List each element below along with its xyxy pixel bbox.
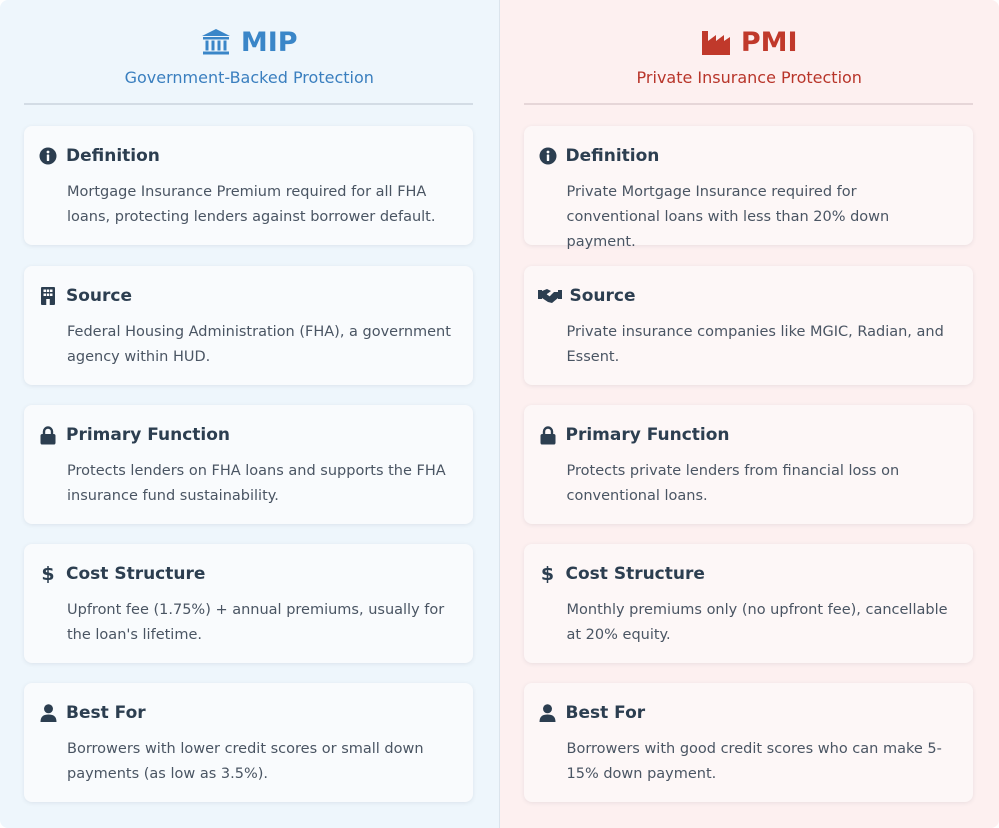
card-body: Protects lenders on FHA loans and supports the FHA insurance fund sustainability.	[67, 463, 446, 504]
mip-title-row	[0, 22, 499, 62]
handshake-icon	[538, 286, 562, 306]
mip-header	[0, 22, 499, 87]
card-title: Source	[569, 286, 636, 306]
lock-icon	[538, 425, 558, 445]
pmi-cost-structure-card	[524, 544, 973, 663]
card-body: Upfront fee (1.75%) + annual premiums, usually for the loan's lifetime.	[67, 602, 445, 643]
mip-source-card	[24, 266, 473, 385]
user-icon	[538, 703, 558, 723]
pmi-divider	[524, 103, 974, 105]
pmi-source-card	[524, 266, 973, 385]
info-icon	[38, 146, 58, 166]
user-icon	[38, 703, 58, 723]
bank-icon	[201, 28, 231, 56]
card-title: Primary Function	[565, 425, 730, 445]
pmi-primary-function-card	[524, 405, 973, 524]
card-body: Borrowers with good credit scores who can make 5-15% down payment.	[566, 741, 942, 782]
mip-divider	[24, 103, 473, 105]
lock-icon	[38, 425, 58, 445]
card-title: Source	[66, 286, 133, 306]
building-icon	[38, 286, 58, 306]
pmi-subtitle: Private Insurance Protection	[636, 68, 862, 87]
pmi-definition-card	[524, 126, 973, 250]
dollar-icon: $	[41, 563, 55, 585]
mip-subtitle: Government-Backed Protection	[124, 68, 374, 87]
mip-title: MIP	[240, 26, 298, 58]
mip-cost-structure-card	[24, 544, 473, 663]
card-title: Best For	[565, 703, 646, 723]
mip-best-for-card	[24, 683, 473, 802]
pmi-column	[500, 0, 999, 828]
card-body: Borrowers with lower credit scores or small down payments (as low as 3.5%).	[67, 741, 424, 782]
card-body: Protects private lenders from financial loss on conventional loans.	[566, 463, 900, 504]
card-body: Private insurance companies like MGIC, Radian, and Essent.	[566, 324, 944, 365]
card-title: Cost Structure	[66, 564, 206, 584]
card-title: Definition	[66, 146, 160, 166]
card-title: Best For	[66, 703, 146, 723]
pmi-title: PMI	[740, 26, 798, 58]
pmi-title-row	[500, 22, 999, 62]
mip-definition-card	[24, 126, 473, 245]
industry-icon	[701, 29, 731, 55]
dollar-icon: $	[540, 563, 555, 585]
card-body: Monthly premiums only (no upfront fee), cancellable at 20% equity.	[566, 602, 948, 643]
card-body: Private Mortgage Insurance required for conventional loans with less than 20% down payment.	[566, 184, 890, 250]
pmi-header	[500, 22, 999, 87]
card-body: Federal Housing Administration (FHA), a government agency within HUD.	[67, 324, 451, 365]
pmi-best-for-card	[524, 683, 973, 802]
card-body: Mortgage Insurance Premium required for all FHA loans, protecting lenders against borrower default.	[67, 184, 436, 225]
card-title: Primary Function	[66, 425, 231, 445]
mip-primary-function-card	[24, 405, 473, 524]
info-icon	[538, 146, 558, 166]
card-title: Cost Structure	[565, 564, 705, 584]
card-title: Definition	[565, 146, 660, 166]
